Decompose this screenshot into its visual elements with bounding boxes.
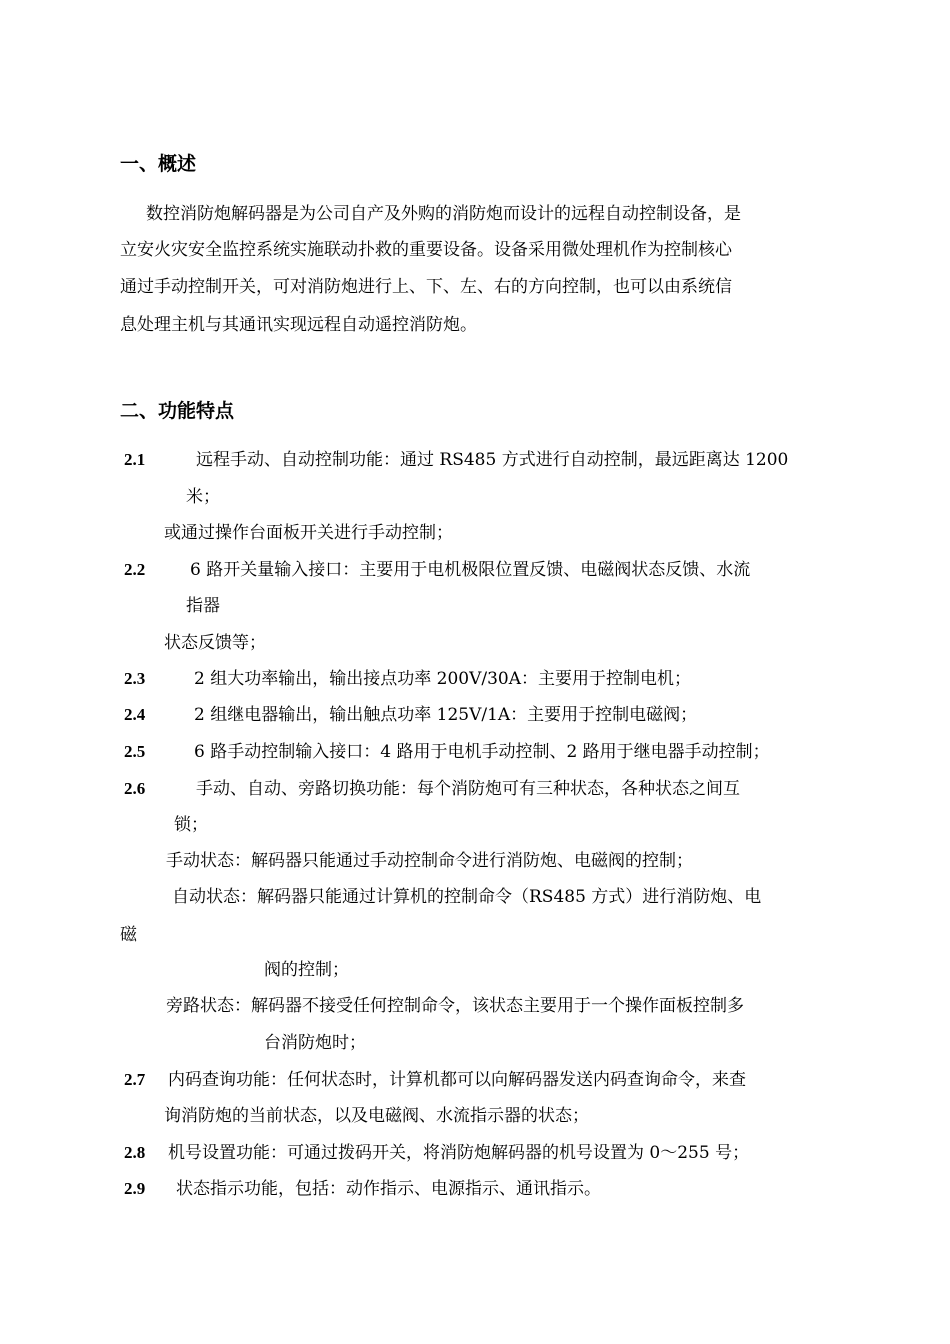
item-text: 状态指示功能，包括：动作指示、电源指示、通讯指示。	[176, 1179, 601, 1199]
item-text: 询消防炮的当前状态，以及电磁阀、水流指示器的状态；	[164, 1106, 589, 1126]
item-text: 6 路手动控制输入接口：4 路用于电机手动控制、2 路用于继电器手动控制；	[194, 742, 770, 762]
item-text: 状态反馈等；	[164, 633, 266, 653]
item-text: 台消防炮时；	[264, 1033, 366, 1053]
paragraph-line: 息处理主机与其通讯实现远程自动遥控消防炮。	[120, 315, 477, 335]
item-number: 2.6	[124, 779, 146, 798]
item-text: 2 组大功率输出，输出接点功率 200V/30A：主要用于控制电机；	[194, 669, 691, 689]
item-text: 6 路开关量输入接口：主要用于电机极限位置反馈、电磁阀状态反馈、水流	[190, 560, 751, 580]
item-text: 指器	[186, 596, 220, 616]
item-number: 2.1	[124, 450, 146, 469]
item-text: 阀的控制；	[264, 960, 349, 980]
item-text: 2 组继电器输出，输出触点功率 125V/1A：主要用于控制电磁阀；	[194, 705, 698, 725]
item-number: 2.7	[124, 1070, 146, 1089]
item-text: 旁路状态：解码器不接受任何控制命令，该状态主要用于一个操作面板控制多	[166, 996, 744, 1016]
item-text: 手动状态：解码器只能通过手动控制命令进行消防炮、电磁阀的控制；	[166, 851, 693, 871]
section-heading-overview: 一、概述	[120, 153, 197, 175]
item-number: 2.5	[124, 742, 146, 761]
item-text: 或通过操作台面板开关进行手动控制；	[164, 523, 453, 543]
paragraph-line: 立安火灾安全监控系统实施联动扑救的重要设备。设备采用微处理机作为控制核心	[120, 240, 732, 260]
item-text: 自动状态：解码器只能通过计算机的控制命令（RS485 方式）进行消防炮、电	[172, 887, 762, 907]
item-text: 锁；	[174, 815, 208, 835]
paragraph-line: 数控消防炮解码器是为公司自产及外购的消防炮而设计的远程自动控制设备，是	[146, 204, 741, 224]
item-text: 远程手动、自动控制功能：通过 RS485 方式进行自动控制，最远距离达 1200	[196, 450, 789, 470]
item-text: 内码查询功能：任何状态时，计算机都可以向解码器发送内码查询命令，来查	[168, 1070, 746, 1090]
section-heading-features: 二、功能特点	[120, 400, 235, 422]
item-text: 机号设置功能：可通过拨码开关，将消防炮解码器的机号设置为 0～255 号；	[168, 1143, 750, 1163]
paragraph-line: 通过手动控制开关，可对消防炮进行上、下、左、右的方向控制，也可以由系统信	[120, 277, 732, 297]
item-number: 2.4	[124, 705, 146, 724]
item-number: 2.3	[124, 669, 146, 688]
item-number: 2.8	[124, 1143, 146, 1162]
item-text: 手动、自动、旁路切换功能：每个消防炮可有三种状态，各种状态之间互	[196, 779, 740, 799]
item-text: 米；	[186, 487, 220, 507]
item-number: 2.2	[124, 560, 146, 579]
item-text: 磁	[120, 925, 137, 945]
item-number: 2.9	[124, 1179, 146, 1198]
